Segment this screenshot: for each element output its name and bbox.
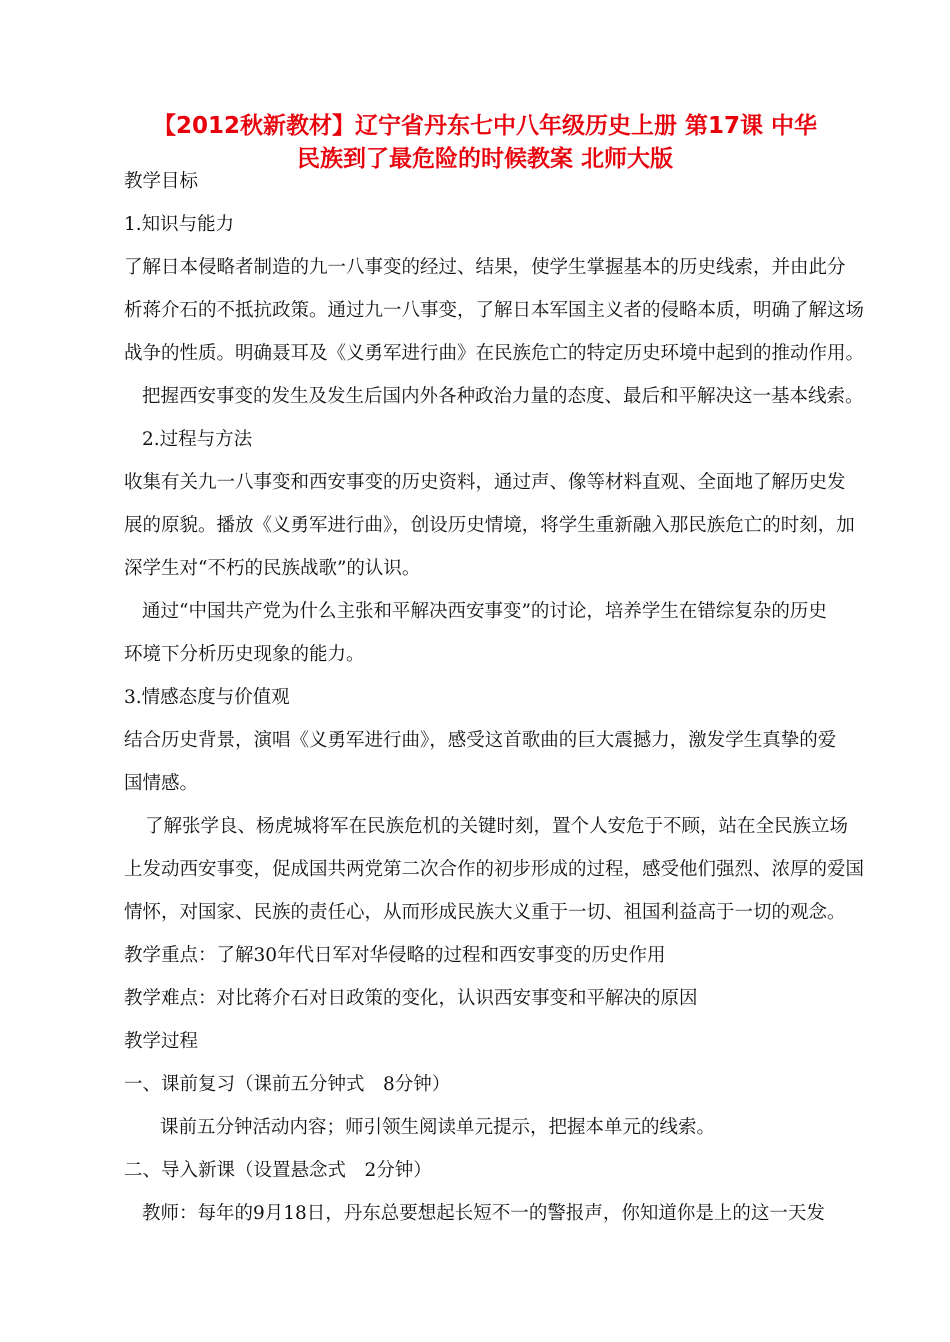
paragraph-line: 战争的性质。明确聂耳及《义勇军进行曲》在民族危亡的特定历史环境中起到的推动作用。: [124, 343, 865, 364]
subheading-knowledge-ability: 1.知识与能力: [124, 214, 235, 235]
paragraph-line: 教师：每年的9月18日，丹东总要想起长短不一的警报声，你知道你是上的这一天发: [142, 1203, 825, 1224]
paragraph-line: 通过“中国共产党为什么主张和平解决西安事变”的讨论，培养学生在错综复杂的历史: [142, 601, 827, 622]
paragraph-line: 收集有关九一八事变和西安事变的历史资料，通过声、像等材料直观、全面地了解历史发: [124, 472, 846, 493]
teaching-difficulty: 教学难点：对比蒋介石对日政策的变化，认识西安事变和平解决的原因: [124, 988, 698, 1009]
paragraph-line: 结合历史背景，演唱《义勇军进行曲》，感受这首歌曲的巨大震撼力，激发学生真挚的爱: [124, 730, 837, 751]
paragraph-line: 深学生对“不朽的民族战歌”的认识。: [124, 558, 421, 579]
paragraph-line: 国情感。: [124, 773, 199, 794]
subheading-review: 一、课前复习（课前五分钟式 8分钟）: [124, 1074, 451, 1095]
document-title-line-2: 民族到了最危险的时候教案 北师大版: [296, 146, 673, 172]
paragraph-line: 课前五分钟活动内容；师引领生阅读单元提示，把握本单元的线索。: [160, 1117, 716, 1138]
paragraph-line: 上发动西安事变，促成国共两党第二次合作的初步形成的过程，感受他们强烈、浓厚的爱国: [124, 859, 865, 880]
paragraph-line: 析蒋介石的不抵抗政策。通过九一八事变，了解日本军国主义者的侵略本质，明确了解这场: [124, 300, 865, 321]
teaching-key-point: 教学重点：了解30年代日军对华侵略的过程和西安事变的历史作用: [124, 945, 666, 966]
document-title-line-1: 【2012秋新教材】辽宁省丹东七中八年级历史上册 第17课 中华: [152, 113, 818, 139]
subheading-emotion-values: 3.情感态度与价值观: [124, 687, 290, 708]
paragraph-line: 了解日本侵略者制造的九一八事变的经过、结果，使学生掌握基本的历史线索，并由此分: [124, 257, 846, 278]
subheading-introduction: 二、导入新课（设置悬念式 2分钟）: [124, 1160, 432, 1181]
section-heading-teaching-goals: 教学目标: [124, 171, 199, 192]
section-heading-teaching-process: 教学过程: [124, 1031, 199, 1052]
paragraph-line: 把握西安事变的发生及发生后国内外各种政治力量的态度、最后和平解决这一基本线索。: [142, 386, 864, 407]
paragraph-line: 情怀，对国家、民族的责任心，从而形成民族大义重于一切、祖国利益高于一切的观念。: [124, 902, 846, 923]
subheading-process-method: 2.过程与方法: [142, 429, 253, 450]
paragraph-line: 了解张学良、杨虎城将军在民族危机的关键时刻，置个人安危于不顾，站在全民族立场: [145, 816, 849, 837]
paragraph-line: 环境下分析历史现象的能力。: [124, 644, 365, 665]
paragraph-line: 展的原貌。播放《义勇军进行曲》，创设历史情境，将学生重新融入那民族危亡的时刻，加: [124, 515, 855, 536]
